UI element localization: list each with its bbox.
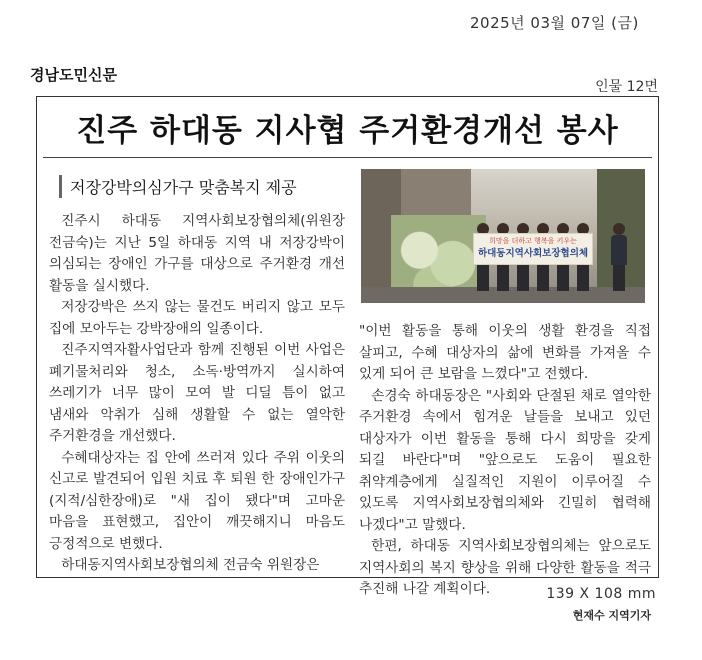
headline-divider (43, 157, 652, 158)
newspaper-name: 경남도민신문 (30, 66, 117, 84)
article-paragraph: 저장강박은 쓰지 않는 물건도 버리지 않고 모두 집에 모아두는 강박장애의 일종이다. (49, 299, 345, 337)
banner-slogan: 희망을 더하고 행복을 키우는 (489, 237, 577, 245)
article-subheadline: 저장강박의심가구 맞춤복지 제공 (59, 175, 297, 198)
banner-org-name: 하대동지역사회보장협의체 (477, 248, 589, 259)
article-paragraph: 수혜대상자는 집 안에 쓰러져 있다 주위 이웃의 신고로 발견되어 입원 치료 후 퇴원 한 장애인가구(지적/심한장애)로 "새 집이 됐다"며 고마운 마음을 표현했고, 집안이 깨끗해지니 마음도 긍정적으로 변했다. (49, 449, 345, 552)
photo-banner (473, 233, 593, 265)
article-paragraph: 진주시 하대동 지역사회보장협의체(위원장 전금숙)는 지난 5일 하대동 지역 내 저장강박이 의심되는 장애인 가구를 대상으로 주거환경 개선 활동을 실시했다. (49, 213, 345, 294)
publication-date: 2025년 03월 07일 (금) (470, 14, 639, 32)
clip-size: 139 X 108 mm (546, 586, 656, 602)
article-paragraph: "이번 활동을 통해 이웃의 생활 환경을 직접 살피고, 수혜 대상자의 삶에 변화를 가져올 수 있게 되어 큰 보람을 느꼈다"고 전했다. (359, 323, 651, 382)
page-reference: 인물 12면 (595, 79, 658, 95)
photo-person (611, 223, 627, 291)
article-left-column (49, 211, 345, 577)
article-headline: 진주 하대동 지사협 주거환경개선 봉사 (76, 113, 619, 149)
article-paragraph: 손경숙 하대동장은 "사회와 단절된 채로 열악한 주거환경 속에서 힘겨운 날들을 보내고 있던 대상자가 이번 활동을 통해 다시 희망을 갖게 되길 바란다"며 "앞으로도 도움이 필요한 취약계층에게 실질적인 지원이 이루어질 수 있도록 지역사회보장협의체와 긴밀히 협력해 나겠다"고 말했다. (359, 387, 651, 533)
article-right-column (359, 321, 651, 626)
article-photo (361, 169, 645, 303)
article-paragraph: 한편, 하대동 지역사회보장협의체는 앞으로도 지역사회의 복지 향상을 위해 다양한 활동을 적극 추진해 나갈 계획이다. (359, 538, 651, 597)
article-paragraph: 하대동지역사회보장협의체 전금숙 위원장은 (61, 557, 320, 573)
article-byline: 현재수 지역기자 (572, 608, 651, 622)
article-paragraph: 진주지역자활사업단과 함께 진행된 이번 사업은 폐기물처리와 청소, 소독·방역까지 실시하여 쓰레기가 너무 많이 모여 발 디딜 틈이 없고 냄새와 악취가 심해 생활할 수 없는 열악한 주거환경을 개선했다. (49, 342, 345, 444)
